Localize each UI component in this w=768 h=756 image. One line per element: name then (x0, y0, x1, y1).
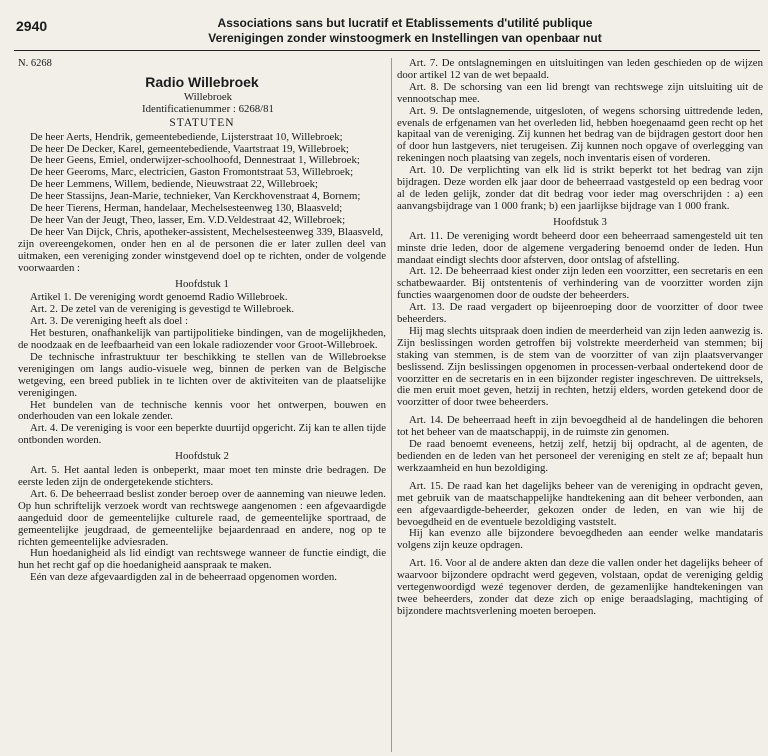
article-3: Art. 3. De vereniging heeft als doel : (30, 315, 189, 328)
article-2: Art. 2. De zetel van de vereniging is gevestigd te Willebroek. (30, 303, 295, 316)
article-7: Art. 7. De ontslagnemingen en uitsluitingen van leden geschieden op de wijzen door artikel 12 van de wet bepaald. (397, 58, 763, 81)
notice-number: N. 6268 (18, 58, 52, 69)
founder-item: De heer Van Dijck, Chris, apotheker-assistent, Mechelsesteenweg 339, Blaasveld, (30, 225, 384, 238)
chapter-2-heading: Hoofdstuk 2 (175, 450, 229, 463)
statuten-heading: STATUTEN (169, 116, 235, 129)
header-rule (14, 50, 760, 51)
article-4: Art. 4. De vereniging is voor een beperkte duurtijd opgericht. Zij kan te allen tijde ontbonden worden. (18, 422, 386, 447)
article-9: Art. 9. De ontslagnemende, uitgesloten, of wegens schorsing uittredende leden, evenals de erfgenamen van het overleden lid, hebben hoegenaamd geen recht op het kapitaal van de vereniging. Zij kunnen het bedrag van de bijdragen gestort door hen of door hun lastgevers, niet terugeisen. Zij kunnen noch opgave of overlegging van rekeningen noch plaatsing van zegels, noch inventaris eisen of vorderen. (397, 104, 763, 165)
intro-paragraph: zijn overeengekomen, onder hen en al de personen die er later zullen deel van uitmaken, een vereniging zonder winstgevend doel op te richten, onder de volgende voorwaarden : (18, 237, 386, 274)
founder-item: De heer Aerts, Hendrik, gemeentebediende, Lijsterstraat 10, Willebroek; (30, 130, 343, 143)
founder-item: De heer Geens, Emiel, onderwijzer-schoolhoofd, Dennestraat 1, Willebroek; (30, 154, 360, 167)
founder-item: De heer Geeroms, Marc, electricien, Gaston Fromontstraat 53, Willebroek; (30, 166, 354, 179)
article-5: Art. 5. Het aantal leden is onbeperkt, maar moet ten minste drie bedragen. De eerste leden zijn de ondergetekende stichters. (18, 464, 386, 488)
founder-item: De heer Stassijns, Jean-Marie, technieker, Van Kerckhovenstraat 4, Bornem; (30, 190, 361, 203)
founder-item: De heer De Decker, Karel, gemeentebediende, Vaartstraat 19, Willebroek; (30, 142, 349, 155)
article-14-paragraph-2: De raad benoemt eveneens, hetzij zelf, hetzij bij opdracht, al de agenten, de bedienden en de leden van het personeel der vereniging en stelt ze af; bepaalt hun werkzaamheid en hun bezoldiging. (397, 438, 763, 474)
running-head-nl: Verenigingen zonder winstoogmerk en Instellingen van openbaar nut (208, 31, 602, 45)
article-3-point-a: Het besturen, onafhankelijk van partijpolitieke bindingen, van de mogelijkheden, de noodzaak en de leefbaarheid van een lokale radiozender voor Groot-Willebroek. (18, 327, 386, 352)
founder-item: De heer Lemmens, Willem, bediende, Nieuwstraat 22, Willebroek; (30, 178, 319, 191)
article-6-paragraph-2: Hun hoedanigheid als lid eindigt van rechtswege wanneer de functie eindigt, die hun het recht gaf op die hoedanigheid aanspraak te maken. (18, 547, 386, 572)
article-10: Art. 10. De verplichting van elk lid is strikt beperkt tot het bedrag van zijn bijdragen. Deze worden elk jaar door de beheerraad vastgesteld op een bedrag voor al de leden gelijk, zonder dat dit bedrag voor ieder mag overschrijden : a) een aanvangsbijdrage van 1 000 frank; b) een jaarlijkse bijdrage van 1 000 frank. (397, 164, 763, 212)
article-6-paragraph-3: Eén van deze afgevaardigden zal in de beheerraad opgenomen worden. (30, 571, 337, 584)
article-6: Art. 6. De beheerraad beslist zonder beroep over de aanneming van nieuwe leden. Op hun schriftelijk verzoek wordt van rechtswege aangenomen : een afgevaardigde aangeduid door de gemeentelijke culturele raad, de gemeentelijke sportraad, de gemeentelijke jeugdraad, de gemeentelijke bejaardenraad en andere, nog op te richten gemeentelijke adviesraden. (18, 487, 386, 548)
page-header (0, 0, 768, 46)
article-13-paragraph-2: Hij mag slechts uitspraak doen indien de meerderheid van zijn leden aanwezig is. Zijn beslissingen worden getroffen bij volstrekte meerderheid van stemmen; bij staking van stemmen, is de stem van de voorzitter of van zijn plaatsvervanger beslissend. Zijn beslissingen opgenomen in processen-verbaal ondertekend door de voorzitter en de secretaris en in een bijzonder register ingeschreven. De uittreksels, die men eruit moet geven, hetzij in rechten, hetzij elders, worden getekend door de voorzitter of door twee beheerders. (397, 324, 763, 409)
article-13: Art. 13. De raad vergadert op bijeenroeping door de voorzitter of door twee beheerders. (397, 301, 763, 326)
article-15: Art. 15. De raad kan het dagelijks beheer van de vereniging in opdracht geven, met gebruik van de maatschappelijke handtekening aan dit beheer verbonden, aan een afgevaardigde-beheerder, gekozen onder de leden, en van wie hij de bevoegdheid en de eventuele bezoldiging vaststelt. (397, 479, 763, 528)
column-divider (391, 58, 392, 752)
article-3-point-b: De technische infrastruktuur ter beschikking te stellen van de Willebroekse verenigingen om langs audio-visuele weg, binnen de perken van de Belgische wetgeving, een breed publiek in te lichten over de aktiviteiten van de plaatselijke verenigingen. (18, 350, 386, 399)
founder-item: De heer Van der Jeugt, Theo, lasser, Em. V.D.Veldestraat 42, Willebroek; (30, 213, 346, 226)
chapter-3-heading: Hoofdstuk 3 (553, 215, 607, 228)
identification-number: Identificatienummer : 6268/81 (142, 102, 274, 115)
article-8: Art. 8. De schorsing van een lid brengt van rechtswege zijn uitsluiting uit de vennootschap mee. (397, 80, 763, 105)
left-column (18, 58, 386, 754)
running-head (180, 16, 630, 46)
association-title: Radio Willebroek (145, 73, 259, 90)
chapter-1-heading: Hoofdstuk 1 (175, 277, 229, 290)
page-number: 2940 (16, 18, 48, 34)
article-1: Artikel 1. De vereniging wordt genoemd Radio Willebroek. (30, 291, 288, 304)
article-15-paragraph-2: Hij kan evenzo alle bijzondere bevoegdheden aan eender welke mandataris volgens zijn keuze opdragen. (397, 527, 763, 552)
article-3-point-c: Het bundelen van de technische kennis voor het ontwerpen, bouwen en onderhouden van een lokale zender. (18, 398, 386, 423)
founder-item: De heer Tierens, Herman, handelaar, Mechelsesteenweg 130, Blaasveld; (30, 202, 343, 215)
association-place: Willebroek (183, 90, 233, 103)
article-11: Art. 11. De vereniging wordt beheerd door een beheerraad samengesteld uit ten minste drie leden, door de algemene vergadering benoemd onder de leden. Hun mandaat eindigt slechts door afsterven, door ontslag of afstelling. (397, 229, 763, 266)
running-head-fr: Associations sans but lucratif et Etablissements d'utilité publique (217, 16, 593, 30)
article-14: Art. 14. De beheerraad heeft in zijn bevoegdheid al de handelingen die behoren tot het beheer van de maatschappij, in de ruimste zin genomen. (397, 414, 763, 439)
article-16: Art. 16. Voor al de andere akten dan deze die vallen onder het dagelijks beheer of waarvoor bijzondere opdracht werd gegeven, volstaan, opdat de vereniging geldig vertegenwoordigd wezé tegenover derden, de gezamenlijke handtekeningen van twee beheerders, zonder dat deze zich op enige beraadslaging, machtiging of bijzondere machtsverlening moeten beroepen. (397, 557, 763, 617)
right-column (397, 58, 763, 754)
article-12: Art. 12. De beheerraad kiest onder zijn leden een voorzitter, een secretaris en een schatbewaarder. Bij ontstentenis of verhindering van de voorzitter worden zijn functies waargenomen door de oudste der beheerders. (397, 265, 763, 302)
